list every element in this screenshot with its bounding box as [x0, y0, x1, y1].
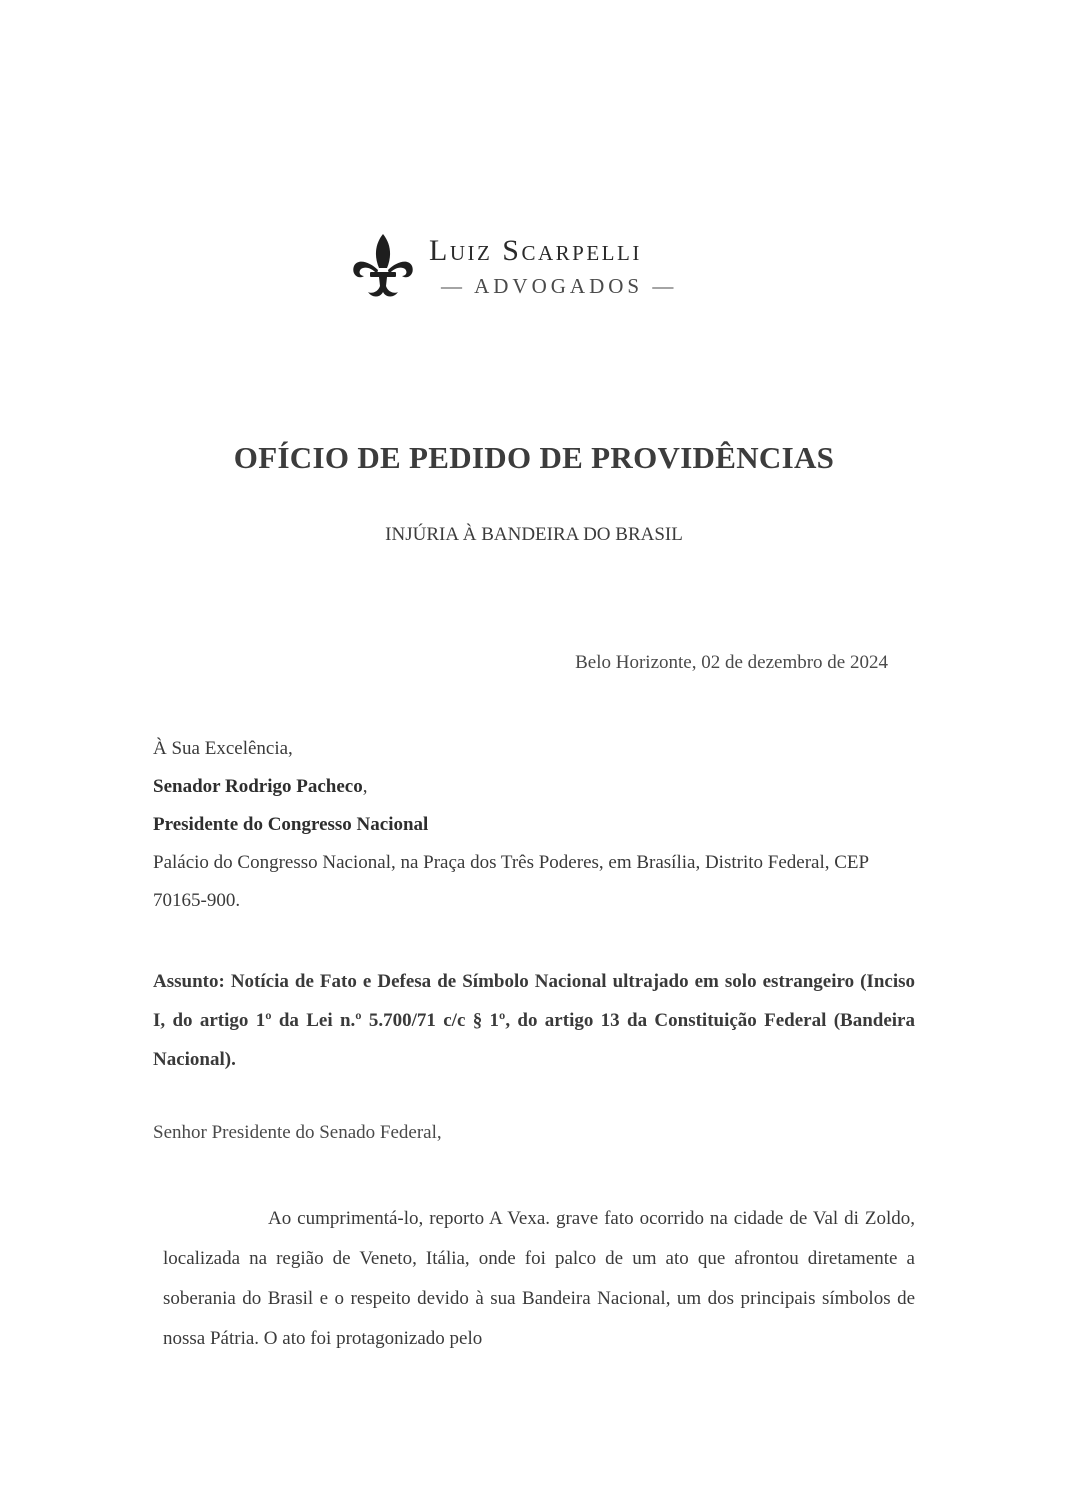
salutation: Senhor Presidente do Senado Federal,: [153, 1122, 442, 1143]
fleur-de-lis-icon: [352, 232, 414, 300]
document-title: OFÍCIO DE PEDIDO DE PROVIDÊNCIAS: [233, 440, 835, 475]
document-date: Belo Horizonte, 02 de dezembro de 2024: [575, 652, 888, 673]
body-paragraph: Ao cumprimentá-lo, reporto A Vexa. grave fato ocorrido na cidade de Val di Zoldo, localizada na região de Veneto, Itália, onde foi palco de um ato que afrontou diretamente a soberania do Brasil e o respeito devido à sua Bandeira Nacional, um dos principais símbolos de nossa Pátria. O ato foi protagonizado pelo: [163, 1208, 915, 1349]
address-block: [153, 730, 913, 920]
firm-subtitle: — ADVOGADOS —: [441, 274, 678, 298]
address-role: Presidente do Congresso Nacional: [153, 814, 429, 835]
address-name: Senador Rodrigo Pacheco: [153, 776, 363, 797]
subject-paragraph: Assunto: Notícia de Fato e Defesa de Símbolo Nacional ultrajado em solo estrangeiro (Inciso I, do artigo 1º da Lei n.º 5.700/71 c/c § 1º, do artigo 13 da Constituição Federal (Bandeira Nacional).: [153, 971, 915, 1070]
address-greeting: À Sua Excelência,: [153, 738, 293, 759]
document-subtitle: INJÚRIA À BANDEIRA DO BRASIL: [385, 524, 683, 545]
firm-logo: [352, 232, 712, 302]
address-location: Palácio do Congresso Nacional, na Praça dos Três Poderes, em Brasília, Distrito Federal, CEP 70165-900.: [153, 852, 869, 911]
address-name-suffix: ,: [362, 776, 368, 797]
firm-name: Luiz Scarpelli: [429, 234, 642, 267]
address-name-line: [153, 768, 913, 806]
